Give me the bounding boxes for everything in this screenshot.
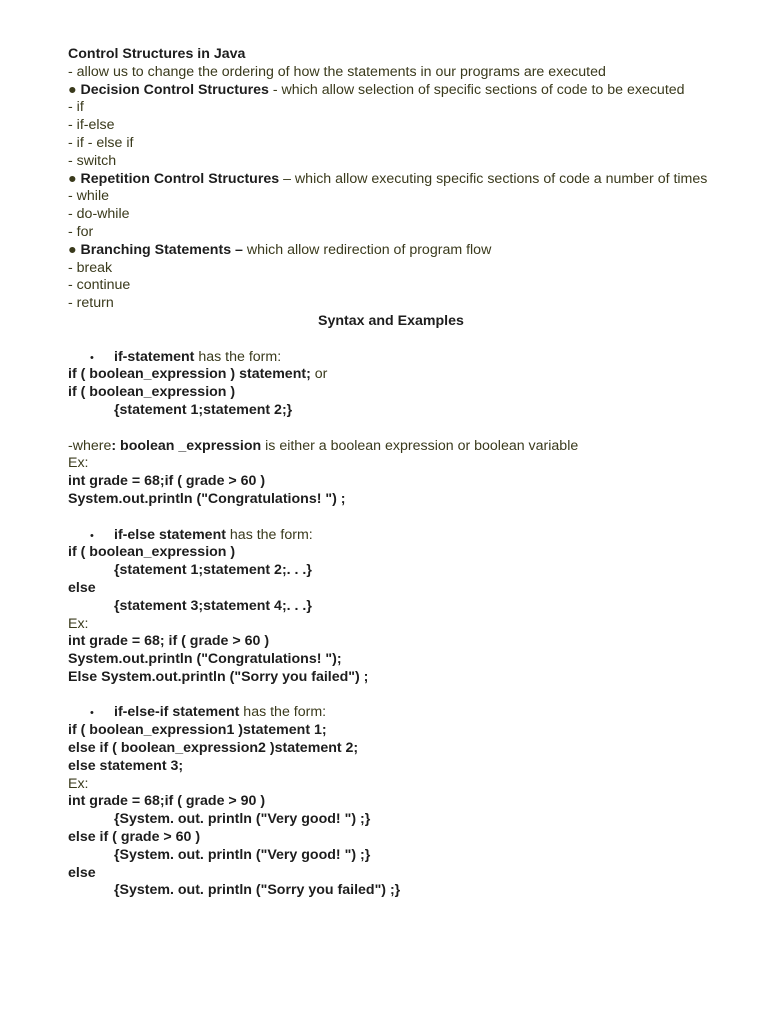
- where-rest: is either a boolean expression or boolean variable: [261, 437, 579, 454]
- spacer: [68, 687, 748, 705]
- if-form-2: if ( boolean_expression ): [68, 384, 236, 401]
- if-else-rest: has the form:: [225, 526, 313, 543]
- repetition-title: Repetition Control Structures: [80, 170, 280, 187]
- syntax-heading-text: Syntax and Examples: [318, 312, 464, 329]
- if-form-1-code: if ( boolean_expression ) statement;: [68, 366, 311, 383]
- branching-item-return: - return: [68, 295, 114, 312]
- if-form-1-tail: or: [310, 366, 328, 383]
- document-page: [68, 46, 748, 900]
- if-ex-line-1: int grade = 68;if ( grade > 60 ): [68, 473, 266, 490]
- decision-heading: [68, 82, 748, 100]
- branching-item-break: - break: [68, 259, 113, 276]
- if-statement-term: if-statement: [114, 348, 195, 365]
- if-else-term: if-else statement: [114, 526, 226, 543]
- decision-item-if-else: - if-else: [68, 117, 115, 134]
- where-colon: :: [111, 437, 121, 454]
- intro-description: - allow us to change the ordering of how the statements in our programs are executed: [68, 63, 606, 80]
- if-else-if-ex-line-5: else: [68, 864, 96, 881]
- bullet-icon: •: [90, 529, 94, 542]
- syntax-heading: [68, 313, 748, 331]
- repetition-item-for: - for: [68, 223, 94, 240]
- if-else-form-2: {statement 1;statement 2;. . .}: [114, 562, 312, 579]
- decision-description: - which allow selection of specific sections of code to be executed: [268, 81, 685, 98]
- if-ex-label: Ex:: [68, 455, 89, 472]
- if-form-1: [68, 366, 748, 384]
- if-else-if-ex-line-1: int grade = 68;if ( grade > 90 ): [68, 793, 266, 810]
- if-else-ex-line-1: int grade = 68; if ( grade > 60 ): [68, 633, 270, 650]
- branching-bullet: ●: [68, 241, 81, 258]
- decision-title: Decision Control Structures: [80, 81, 269, 98]
- if-else-if-term: if-else-if statement: [114, 704, 240, 721]
- if-else-if-form-3: else statement 3;: [68, 757, 184, 774]
- bullet-icon: •: [90, 351, 94, 364]
- if-else-ex-line-2: System.out.println ("Congratulations! ");: [68, 651, 342, 668]
- if-else-if-ex-line-4: {System. out. println ("Very good! ") ;}: [114, 846, 371, 863]
- where-prefix: -where: [68, 437, 112, 454]
- decision-item-if: - if: [68, 99, 84, 116]
- doc-title: Control Structures in Java: [68, 46, 246, 62]
- if-else-if-form-1: if ( boolean_expression1 )statement 1;: [68, 722, 327, 739]
- if-else-form-1: if ( boolean_expression ): [68, 544, 236, 561]
- if-statement-heading: [68, 349, 748, 367]
- if-statement-rest: has the form:: [194, 348, 282, 365]
- if-else-if-ex-line-2: {System. out. println ("Very good! ") ;}: [114, 811, 371, 828]
- repetition-description: – which allow executing specific sections of code a number of times: [279, 170, 708, 187]
- if-else-if-form-2: else if ( boolean_expression2 )statement 2;: [68, 740, 359, 757]
- if-else-if-ex-label: Ex:: [68, 775, 89, 792]
- bullet-icon: •: [90, 707, 94, 720]
- branching-item-continue: - continue: [68, 277, 131, 294]
- if-else-if-heading: [68, 704, 748, 722]
- if-else-if-ex-line-3: else if ( grade > 60 ): [68, 829, 201, 846]
- if-else-form-4: {statement 3;statement 4;. . .}: [114, 597, 312, 614]
- decision-item-if-else-if: - if - else if: [68, 134, 134, 151]
- repetition-heading: [68, 171, 748, 189]
- if-ex-line-2: System.out.println ("Congratulations! ") ;: [68, 490, 346, 507]
- if-else-heading: [68, 527, 748, 545]
- if-else-ex-label: Ex:: [68, 615, 89, 632]
- spacer: [68, 420, 748, 438]
- repetition-item-do-while: - do-while: [68, 206, 130, 223]
- where-clause: [68, 438, 748, 456]
- spacer: [68, 331, 748, 349]
- branching-title: Branching Statements –: [80, 241, 243, 258]
- if-else-form-3: else: [68, 579, 96, 596]
- repetition-bullet: ●: [68, 170, 81, 187]
- repetition-item-while: - while: [68, 188, 109, 205]
- where-term: boolean _expression: [120, 437, 262, 454]
- spacer: [68, 509, 748, 527]
- decision-bullet: ●: [68, 81, 81, 98]
- if-form-2-body: {statement 1;statement 2;}: [114, 401, 293, 418]
- if-else-if-rest: has the form:: [239, 704, 327, 721]
- branching-description: which allow redirection of program flow: [242, 241, 492, 258]
- branching-heading: [68, 242, 748, 260]
- if-else-ex-line-3: Else System.out.println ("Sorry you failed") ;: [68, 668, 369, 685]
- decision-item-switch: - switch: [68, 152, 117, 169]
- if-else-if-ex-line-6: {System. out. println ("Sorry you failed") ;}: [114, 882, 401, 899]
